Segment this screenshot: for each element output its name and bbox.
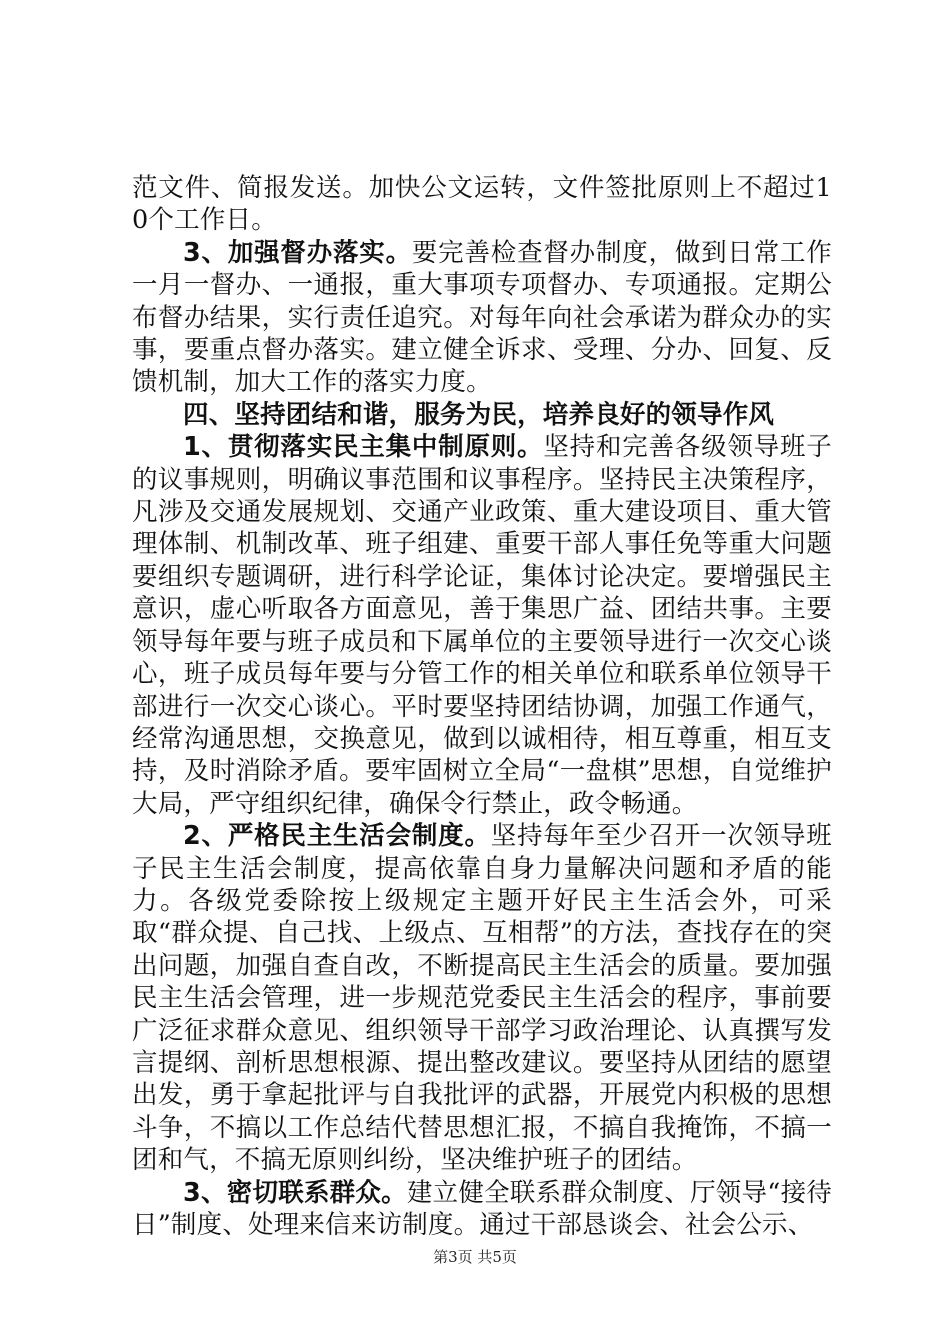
paragraph-democratic-centralism — [132, 431, 832, 820]
paragraph-lead: 2、严格民主生活会制度。 — [183, 821, 491, 852]
paragraph-text: 要完善检查督办制度，做到日常工作一月一督办、一通报，重大事项专项督办、专项通报。定期公布督办结果，实行责任追究。对每年向社会承诺为群众办的实事，要重点督办落实。建立健全诉求、受理、分办、回复、反馈机制，加大工作的落实力度。 — [132, 237, 832, 398]
section-heading: 四、坚持团结和谐，服务为民，培养良好的领导作风 — [183, 399, 775, 430]
paragraph-lead: 3、密切联系群众。 — [183, 1177, 407, 1208]
paragraph-text: 坚持和完善各级领导班子的议事规则，明确议事范围和议事程序。坚持民主决策程序，凡涉及交通发展规划、交通产业政策、重大建设项目、重大管理体制、机制改革、班子组建、重要干部人事任免等重大问题要组织专题调研，进行科学论证，集体讨论决定。要增强民主意识，虚心听取各方面意见，善于集思广益、团结共事。主要领导每年要与班子成员和下属单位的主要领导进行一次交心谈心，班子成员每年要与分管工作的相关单位和联系单位领导干部进行一次交心谈心。平时要坚持团结协调，加强工作通气，经常沟通思想，交换意见，做到以诚相待，相互尊重，相互支持，及时消除矛盾。要牢固树立全局“一盘棋”思想，自觉维护大局，严守组织纪律，确保令行禁止，政令畅通。 — [132, 432, 832, 819]
paragraph-text: 坚持每年至少召开一次领导班子民主生活会制度，提高依靠自身力量解决问题和矛盾的能力。各级党委除按上级规定主题开好民主生活会外，可采取“群众提、自己找、上级点、互相帮”的方法，查找存在的突出问题，加强自查自改，不断提高民主生活会的质量。要加强民主生活会管理，进一步规范党委民主生活会的程序，事前要广泛征求群众意见、组织领导干部学习政治理论、认真撰写发言提纲、剖析思想根源、提出整改建议。要坚持从团结的愿望出发，勇于拿起批评与自我批评的武器，开展党内积极的思想斗争，不搞以工作总结代替思想汇报，不搞自我掩饰，不搞一团和气，不搞无原则纠纷，坚决维护班子的团结。 — [132, 821, 832, 1176]
document-body — [132, 172, 832, 1241]
paragraph-contact-masses — [132, 1177, 832, 1242]
paragraph-continuation — [132, 172, 832, 237]
paragraph-lead: 3、加强督办落实。 — [183, 237, 412, 268]
paragraph-text: 范文件、简报发送。加快公文运转，文件签批原则上不超过10个工作日。 — [132, 173, 832, 236]
paragraph-supervision — [132, 237, 832, 399]
page-number: 第3页 共5页 — [433, 1248, 517, 1266]
paragraph-text: 建立健全联系群众制度、厅领导“接待日”制度、处理来信来访制度。通过干部恳谈会、社会公示、 — [132, 1177, 833, 1240]
paragraph-democratic-life-meeting — [132, 820, 832, 1176]
paragraph-lead: 1、贯彻落实民主集中制原则。 — [183, 432, 544, 463]
